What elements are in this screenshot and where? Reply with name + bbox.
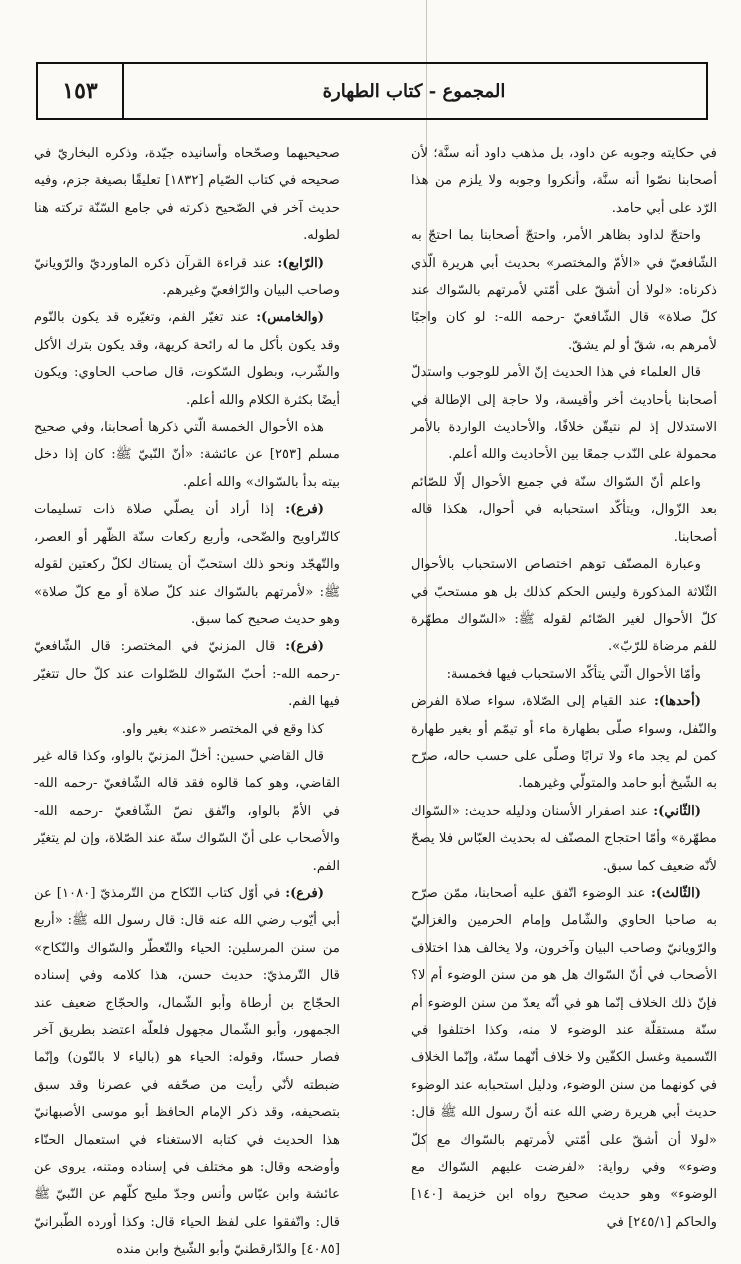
paragraph-text: هذه الأحوال الخمسة الّتي ذكرها أصحابنا، وفي صحيح مسلم [٢٥٣] عن عائشة: «أنّ النّبيّ ﷺ: كان إذا دخل بيته بدأ بالسّواك» والله أعلم. — [34, 420, 340, 490]
paragraph — [34, 304, 340, 414]
paragraph-text: في حكايته وجوبه عن داود، بل مذهب داود أنه سنَّة؛ لأن أصحابنا نصّوا أنه سنَّة، وأنكروا وجوبه ولا يلزم من هذا الرّد على أبي حامد. — [411, 146, 717, 216]
paragraph-text: عند القيام إلى الصّلاة، سواء صلاة الفرض والنّفل، وسواء صلّى بطهارة ماء أو تيمّم أو بغير طهارة كمن لم يجد ماء ولا ترابًا وصلّى على حسب حاله، صرّح به الشّيخ أبو حامد والمتولّي وغيرهما. — [411, 694, 717, 792]
paragraph-text: صحيحيهما وصحّحاه وأسانيده جيّدة، وذكره البخاريّ في صحيحه في كتاب الصّيام [١٨٣٢] تعليقًا بصيغة جزم، وفيه حديث آخر في الصّحيح ذكرته في جامع السّنّة تركته هنا لطوله. — [34, 146, 340, 244]
paragraph-lead: (أحدها): — [653, 694, 701, 710]
paragraph-text: عند تغيّر الفم، وتغيّره قد يكون بالنّوم وقد يكون بأكل ما له رائحة كريهة، وقد يكون بترك الأكل والشّرب، وبطول السّكوت، قال صاحب الحاوي: ويكون أيضًا بكثرة الكلام والله أعلم. — [34, 310, 340, 408]
running-title: المجموع - كتاب الطهارة — [322, 80, 506, 102]
paragraph — [34, 633, 340, 715]
paragraph-text: وأمّا الأحوال الّتي يتأكّد الاستحباب فيها فخمسة: — [446, 666, 701, 682]
paragraph — [411, 222, 717, 359]
page-number: ١٥٣ — [62, 78, 98, 104]
paragraph-lead: (الثّالث): — [651, 885, 701, 901]
paragraph — [411, 551, 717, 661]
paragraph-lead: (فرع): — [285, 502, 324, 518]
paragraph-text: قال المزنيّ في المختصر: قال الشّافعيّ -رحمه الله-: أحبّ السّواك للصّلوات عند كلّ حال تتغيّر فيها الفم. — [34, 639, 340, 710]
paragraph-text: عند الوضوء اتّفق عليه أصحابنا، ممّن صرّح به صاحبا الحاوي والشّامل وإمام الحرمين والغزاليّ والرّويانيّ وصاحب البيان وآخرون، ولا يخالف هذا اختلاف الأصحاب في أنّ السّواك هل هو من سنن الوضوء أم لا؟ فإنّ ذلك الخلاف إنّما هو في أنّه يعدّ من سنن الوضوء أم سنّة مستقلّة عند الوضوء لا منه، وكذا اختلفوا في التّسمية وغسل الكفّين ولا خلاف أنّهما سنّة، وإنّما الخلاف في كونهما من سنن الوضوء، ودليل استحبابه عند الوضوء حديث أبي هريرة رضي الله عنه أنّ رسول الله ﷺ قال: «لولا أن أشقّ على أمّتي لأمرتهم بالسّواك مع كلّ وضوء» وفي رواية: «لفرضت عليهم السّواك مع الوضوء» وهو حديث صحيح رواه ابن خزيمة [١٤٠] والحاكم [٢٤٥/١] في — [411, 885, 717, 1230]
paragraph-lead: (فرع): — [285, 639, 324, 655]
paragraph — [34, 880, 340, 1264]
paragraph-lead: (والخامس): — [256, 310, 324, 326]
paragraph-lead: (الثّاني): — [653, 803, 701, 819]
paragraph — [411, 140, 717, 222]
paragraph-lead: (فرع): — [285, 885, 324, 901]
paragraph — [411, 661, 717, 688]
paragraph — [411, 798, 717, 880]
page-header — [36, 62, 708, 120]
paragraph-text: في أوّل كتاب النّكاح من التّرمذيّ [١٠٨٠] عن أبي أيّوب رضي الله عنه قال: قال رسول الله ﷺ: «أربع من سنن المرسلين: الحياء والتّعطّر والسّواك والنّكاح» قال التّرمذيّ: حديث حسن، هذا كلامه وفي إسناده الحجّاج بن أرطاة وأبو الشّمال، والحجّاج ضعيف عند الجمهور، وأبو الشّمال مجهول فلعلّه اعتضد بطريق آخر فصار حسنًا، وقوله: الحياء هو (بالياء لا بالنّون) وإنّما ضبطته لأنّي رأيت من صحّفه في عصرنا وقد سبق بتصحيفه، وقد ذكر الإمام الحافظ أبو موسى الأصبهانيّ هذا الحديث في كتابه الاستغناء في استعمال الحنّاء وأوضحه وقال: هو مختلف في إسناده ومتنه، يروى عن عائشة وابن عبّاس وأنس وجدّ مليح كلّهم عن النّبيّ ﷺ قال: واتّفقوا على لفظ الحياء قال: وكذا أورده الطّبرانيّ [٤٠٨٥] والدّارقطنيّ وأبو الشّيخ وابن منده — [34, 885, 340, 1258]
paragraph-text: وعبارة المصنّف توهم اختصاص الاستحباب بالأحوال الثّلاثة المذكورة وليس الحكم كذلك بل هو مستحبّ في كلّ الأحوال لغير الصّائم لقوله ﷺ: «السّواك مطهّرة للفم مرضاة للرّبّ». — [411, 557, 717, 655]
paragraph — [34, 716, 340, 743]
paragraph-text: قال القاضي حسين: أخلّ المزنيّ بالواو، وكذا قاله غير القاضي، وهو كما قالوه فقد قاله الشّافعيّ -رحمه الله- في الأمّ بالواو، واتّفق نصّ الشّافعيّ -رحمه الله- والأصحاب على أنّ السّواك سنّة عند الصّلاة، وإن لم يتغيّر الفم. — [34, 748, 340, 874]
paragraph — [34, 743, 340, 880]
paragraph — [411, 688, 717, 798]
paragraph-text: عند قراءة القرآن ذكره الماورديّ والرّويانيّ وصاحب البيان والرّافعيّ وغيرهم. — [34, 255, 340, 299]
paragraph — [411, 880, 717, 1236]
paragraph-text: إذا أراد أن يصلّي صلاة ذات تسليمات كالتّراويح والضّحى، وأربع ركعات سنّة الظّهر أو العصر، والتّهجّد ونحو ذلك استحبّ أن يستاك لكلّ ركعتين لقوله ﷺ: «لأمرتهم بالسّواك عند كلّ صلاة أو مع كلّ صلاة» وهو حديث صحيح كما سبق. — [34, 502, 340, 627]
paragraph — [411, 359, 717, 469]
paragraph — [34, 496, 340, 633]
paragraph — [34, 414, 340, 496]
paragraph-text: قال العلماء في هذا الحديث إنّ الأمر للوجوب واستدلّ أصحابنا بأحاديث أخر وأقيسة، ولا حاجة إلى الإطالة في الاستدلال إذ لم نتيقّن خلافًا، والأحاديث الواردة بالأمر محمولة على النّدب جمعًا بين الأحاديث والله أعلم. — [411, 365, 717, 463]
paragraph-text: عند اصفرار الأسنان ودليله حديث: «السّواك مطهّرة» وأمّا احتجاج المصنّف له بحديث العبّاس فلا يصحّ لأنّه ضعيف كما سبق. — [411, 803, 717, 874]
right-text-column — [411, 140, 717, 1230]
paragraph-lead: (الرّابع): — [277, 255, 324, 271]
paragraph — [411, 469, 717, 551]
paragraph — [34, 140, 340, 250]
left-text-column — [34, 140, 340, 1258]
paragraph — [34, 250, 340, 305]
paragraph-text: كذا وقع في المختصر «عند» بغير واو. — [121, 721, 324, 737]
paragraph-text: واعلم أنّ السّواك سنّة في جميع الأحوال إلّا للصّائم بعد الزّوال، ويتأكّد استحبابه في أحوال، هكذا قاله أصحابنا. — [411, 474, 717, 545]
paragraph-text: واحتجّ لداود بظاهر الأمر، واحتجّ أصحابنا بما احتجّ به الشّافعيّ في «الأمّ والمختصر» بحديث أبي هريرة الّذي ذكرناه: «لولا أن أشقّ على أمّتي لأمرتهم بالسّواك عند كلّ صلاة» قال الشّافعيّ -رحمه الله-: لو كان واجبًا لأمرهم به، شقّ أو لم يشقّ. — [411, 228, 717, 353]
